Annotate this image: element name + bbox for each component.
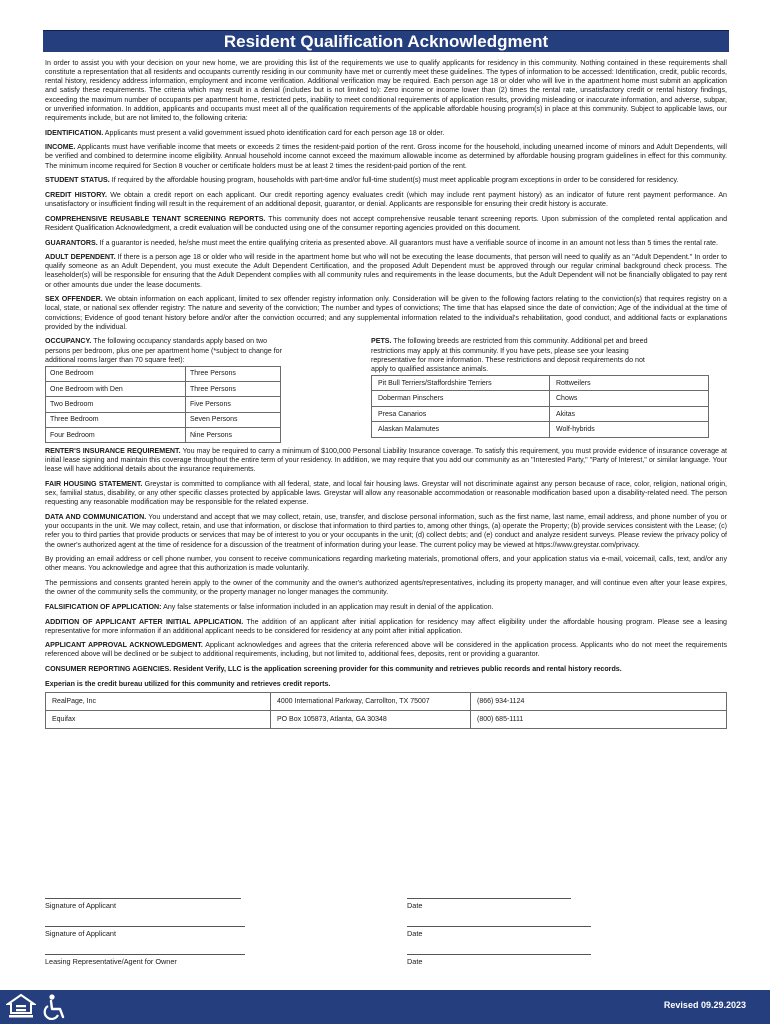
signature-label: Signature of Applicant — [45, 929, 116, 938]
section-label: FAIR HOUSING STATEMENT. — [45, 480, 143, 489]
renters-insurance-section — [45, 447, 727, 474]
table-cell: One Bedroom — [46, 366, 186, 381]
date-line[interactable] — [407, 926, 591, 927]
table-cell: Three Bedroom — [46, 412, 186, 427]
section-label: RENTER'S INSURANCE REQUIREMENT. — [45, 447, 181, 456]
table-cell: PO Box 105873, Atlanta, GA 30348 — [271, 710, 471, 728]
section-label: PETS. — [371, 337, 392, 346]
revision-date: Revised 09.29.2023 — [663, 1000, 746, 1010]
table-cell: Equifax — [46, 710, 271, 728]
bureau-table — [45, 692, 727, 729]
table-row — [372, 375, 709, 391]
section-text: You understand and accept that we may collect, retain, use, transfer, and disclose personal information, such as the first name, last name, email address, and phone number of you or your occupants in the unit. We may collect, retain, and use that information, or disclose that information to third parties to, among other things, (a) operate the Property; (b) provide services consistent with the Lease; (c) refer you to third parties that provide products or services that may be of interest to you or your occupants in the unit; (d) collect debts; and (e) conduct and analyze resident surveys. Please review the privacy policy of the owner's authorized agent at the time of residence for a discussion of the treatment of information during your lease. The current policy may be viewed at https://www.greystar.com/privacy. — [45, 513, 727, 549]
table-cell: Wolf-hybrids — [550, 422, 709, 438]
page-title: Resident Qualification Acknowledgment — [43, 30, 729, 52]
section-text: If required by the affordable housing program, households with part-time and/or full-time student(s) must meet applicable program exceptions in order to be considered for residency. — [111, 176, 679, 185]
table-row — [46, 427, 281, 442]
date-label: Date — [407, 901, 423, 910]
table-row — [46, 710, 727, 728]
section-text: Applicant acknowledges and agrees that the criteria referenced above will be considered in the application process. Applicants who do not meet the requirements referenced above will be declined or be subject to additional requirements, including, but not limited to, additional fees, deposits, rent or providing a guarantor. — [45, 641, 727, 659]
data-communication-section — [45, 513, 727, 550]
date-label: Date — [407, 957, 423, 966]
consent-paragraph-2: The permissions and consents granted herein apply to the owner of the community and the owner's authorized agents/representatives, including its property manager, and will continue even after your lease expires, the owner of the community sells the community, or the property manager no longer manages the community. — [45, 579, 727, 597]
section-text: Applicants must present a valid government issued photo identification card for each person age 18 or older. — [104, 128, 445, 137]
section-text: Greystar is committed to compliance with all federal, state, and local fair housing laws. Greystar will not discriminate against any person because of race, color, religion, national origin, sex, familial status, disability, or any other specific classes protected by applicable laws. Greystar will allow any reasonable accommodation or reasonable modification based upon a disability-related need. The person requesting any reasonable modification may be responsible for the related expense. — [45, 480, 727, 507]
date-line[interactable] — [407, 954, 591, 955]
credit-section — [45, 191, 727, 209]
section-label: IDENTIFICATION. — [45, 128, 104, 137]
table-cell: Three Persons — [186, 366, 281, 381]
signature-line[interactable] — [45, 898, 241, 899]
screening-section — [45, 215, 727, 233]
section-text: If a guarantor is needed, he/she must meet the entire qualifying criteria as presented above. All guarantors must have a verifiable source of income in an amount not less than 5 times the rental rate. — [99, 238, 718, 247]
pets-table — [371, 375, 709, 438]
signature-row-3 — [45, 954, 727, 968]
identification-section — [45, 129, 727, 138]
accessibility-icon — [40, 993, 70, 1024]
section-text: If there is a person age 18 or older who will reside in the apartment home but who will not be executing the lease documents, that person will need to qualify as an "Adult Dependent." In order to qualify someone as an Adult Dependent, you must execute the Adult Dependent Certification, and the proposed Adult Dependent must be approved through our regular criminal background check process. The leaseholder(s) will be responsible for ensuring that the Adult Dependent complies with all community rules and requirements in the lease documents, but the Adult Dependent will not be financially obligated to pay rent or other amounts due under the lease documents. — [45, 253, 727, 289]
table-cell: Doberman Pinschers — [372, 391, 550, 407]
table-cell: Alaskan Malamutes — [372, 422, 550, 438]
fair-housing-section — [45, 480, 727, 507]
table-row — [46, 412, 281, 427]
table-cell: (800) 685-1111 — [471, 710, 727, 728]
table-cell: Akitas — [550, 406, 709, 422]
table-row — [372, 391, 709, 407]
date-label: Date — [407, 929, 423, 938]
date-line[interactable] — [407, 898, 571, 899]
table-cell: Chows — [550, 391, 709, 407]
table-cell: RealPage, Inc — [46, 692, 271, 710]
table-row — [372, 406, 709, 422]
section-text: The addition of an applicant after initial application for residency may affect eligibility under the affordable housing program. Please see a leasing representative for more information if an additional applicant needs to be considered for residency at any point after initial application. — [45, 617, 727, 635]
section-label: OCCUPANCY. — [45, 337, 92, 346]
section-text: The following breeds are restricted from this community. Additional pet and breed restrictions may apply at this community. If you have pets, please see your leasing representative for more information. These restrictions and deposit requirements do not apply to qualified assistance animals. — [371, 337, 648, 373]
section-label: COMPREHENSIVE REUSABLE TENANT SCREENING REPORTS. — [45, 214, 266, 223]
section-label: APPLICANT APPROVAL ACKNOWLEDGMENT. — [45, 641, 203, 650]
income-section — [45, 143, 727, 170]
addition-section — [45, 618, 727, 636]
table-cell: Three Persons — [186, 381, 281, 396]
signature-line[interactable] — [45, 954, 245, 955]
section-label: CREDIT HISTORY. — [45, 190, 107, 199]
table-cell: (866) 934-1124 — [471, 692, 727, 710]
table-row — [46, 366, 281, 381]
consent-paragraph-1: By providing an email address or cell phone number, you consent to receive communications regarding marketing materials, promotional offers, and your application status via e-mail, voicemail, calls, text, and/or any other means. You acknowledge and agree that this authorization is made voluntarily. — [45, 555, 727, 573]
section-label: INCOME. — [45, 143, 76, 152]
table-row — [46, 692, 727, 710]
signature-row-1 — [45, 898, 727, 912]
section-text: This community does not accept comprehensive reusable tenant screening reports. Upon submission of the completed rental application and Resident Qualification Acknowledgment, a credit evaluation will be conducted using one of the consumer reporting agencies provided on this document. — [45, 214, 728, 232]
student-section — [45, 176, 727, 185]
table-row — [46, 397, 281, 412]
guarantors-section — [45, 239, 727, 248]
document-body — [45, 59, 727, 729]
table-cell: Nine Persons — [186, 427, 281, 442]
table-cell: Rottweilers — [550, 375, 709, 391]
section-label: STUDENT STATUS. — [45, 176, 110, 185]
section-text: We obtain information on each applicant, limited to sex offender registry information only. Consideration will be given to the following factors relating to the conviction(s) that requires registry on a local, state, or national sex offender registry: The nature and severity of the conviction; The number and types of convictions; The time that has elapsed since the date of conviction; Age of the individual at the time of convictions; Evidence of good tenant history before and/or after the conviction occurred; and any supplemental information related to the individual's rehabilitation, good conduct, and additional facts or explanations provided by the individual. — [45, 295, 728, 331]
table-row — [372, 422, 709, 438]
pets-section — [371, 337, 661, 373]
equal-housing-icon — [6, 993, 36, 1024]
occupancy-column — [45, 337, 283, 443]
section-text: The following occupancy standards apply based on two persons per bedroom, plus one per apartment home (*subject to change for additional rooms larger than 70 square feet): — [45, 337, 282, 364]
section-label: DATA AND COMMUNICATION. — [45, 513, 147, 522]
signature-label: Leasing Representative/Agent for Owner — [45, 957, 177, 966]
table-cell: Presa Canarios — [372, 406, 550, 422]
section-label: GUARANTORS. — [45, 238, 98, 247]
section-text: We obtain a credit report on each applicant. Our credit reporting agency evaluates credit (which may include rent payment history) as an indicator of future rent payment performance. An unsatisfactory or insufficient finding will result in the requirement of an additional deposit, guarantor, or denial. Applicants are responsible for ensuring their credit history is accurate. — [45, 190, 727, 209]
table-cell: Five Persons — [186, 397, 281, 412]
approval-section — [45, 641, 727, 659]
occupancy-pets-row — [45, 337, 727, 443]
section-label: Experian is the credit bureau utilized for this community and retrieves credit reports. — [45, 679, 331, 688]
section-label: SEX OFFENDER. — [45, 295, 103, 304]
section-label: FALSIFICATION OF APPLICATION: — [45, 602, 162, 611]
occupancy-section — [45, 337, 283, 364]
consumer-reporting-section — [45, 665, 727, 674]
footer-bar — [0, 990, 770, 1024]
signature-line[interactable] — [45, 926, 245, 927]
occupancy-table — [45, 366, 281, 443]
sex-offender-section — [45, 295, 727, 332]
footer-icons — [6, 993, 70, 1024]
signature-row-2 — [45, 926, 727, 940]
section-text: You may be required to carry a minimum of $100,000 Personal Liability Insurance coverage. To satisfy this requirement, you must provide evidence of insurance coverage at initial lease signing and maintain this coverage throughout the entire term of your residency. In addition, we may require that you add our community as an "Interested Party," "Party of Interest," or similar language. Your lease will have additional details about the insurance requirements. — [45, 447, 727, 474]
pets-column — [371, 337, 727, 443]
table-cell: Seven Persons — [186, 412, 281, 427]
section-label: ADDITION OF APPLICANT AFTER INITIAL APPLICATION. — [45, 617, 244, 626]
signature-label: Signature of Applicant — [45, 901, 116, 910]
table-cell: Four Bedroom — [46, 427, 186, 442]
section-label: ADULT DEPENDENT. — [45, 253, 116, 262]
falsification-section — [45, 603, 727, 612]
experian-section — [45, 680, 727, 689]
table-cell: 4000 International Parkway, Carrollton, TX 75007 — [271, 692, 471, 710]
section-text: Applicants must have verifiable income that meets or exceeds 2 times the resident-paid portion of the rent. Gross income for the household, including unearned income of minors and Adult Dependents, will be verified and combined to determine income eligibility. Annual household income cannot exceed the maximum allowable income as determined by affordable housing program guidelines in effect for this community. The minimum income required for Section 8 voucher or certificate holders must be at least 2 times the resident-paid portion of the rent. — [45, 143, 727, 170]
section-text: Any false statements or false information included in an application may result in denial of the application. — [163, 602, 494, 611]
adult-dependent-section — [45, 253, 727, 290]
table-cell: Two Bedroom — [46, 397, 186, 412]
intro-paragraph: In order to assist you with your decision on your new home, we are providing this list of the requirements we use to qualify applicants for residency in this community. Nothing contained in these requirements shall constitute a representation that all residents and occupants currently residing in our community have met or currently meet these guidelines. The types of information to be accessed: Identification, credit, public records, rental history, residency address information, employment and income verification. Additional verification may be required. Each person age 18 or older who will live in the apartment home must submit an application and satisfy these requirements. The criteria which may result in a denial (includes but is not limited to): Zero income or income lower than (2) times the rental rate, unsatisfactory credit or rental history findings, exceeding the maximum number of occupants per apartment home, restricted pets, inability to meet conditional requirements of application results, providing misleading or inaccurate information, and adverse, subpar, or unverified information. In addition, applicants and occupants must meet all of the qualification requirements of the applicable affordable housing program(s) in place at this community. Subject to applicable laws, our requirements include, but are not limited to, the following criteria: — [45, 59, 727, 122]
section-label: CONSUMER REPORTING AGENCIES. Resident Verify, LLC is the application screening provider for this community and retrieves public records and rental history records. — [45, 665, 622, 674]
table-cell: Pit Bull Terriers/Staffordshire Terriers — [372, 375, 550, 391]
table-row — [46, 381, 281, 396]
table-cell: One Bedroom with Den — [46, 381, 186, 396]
